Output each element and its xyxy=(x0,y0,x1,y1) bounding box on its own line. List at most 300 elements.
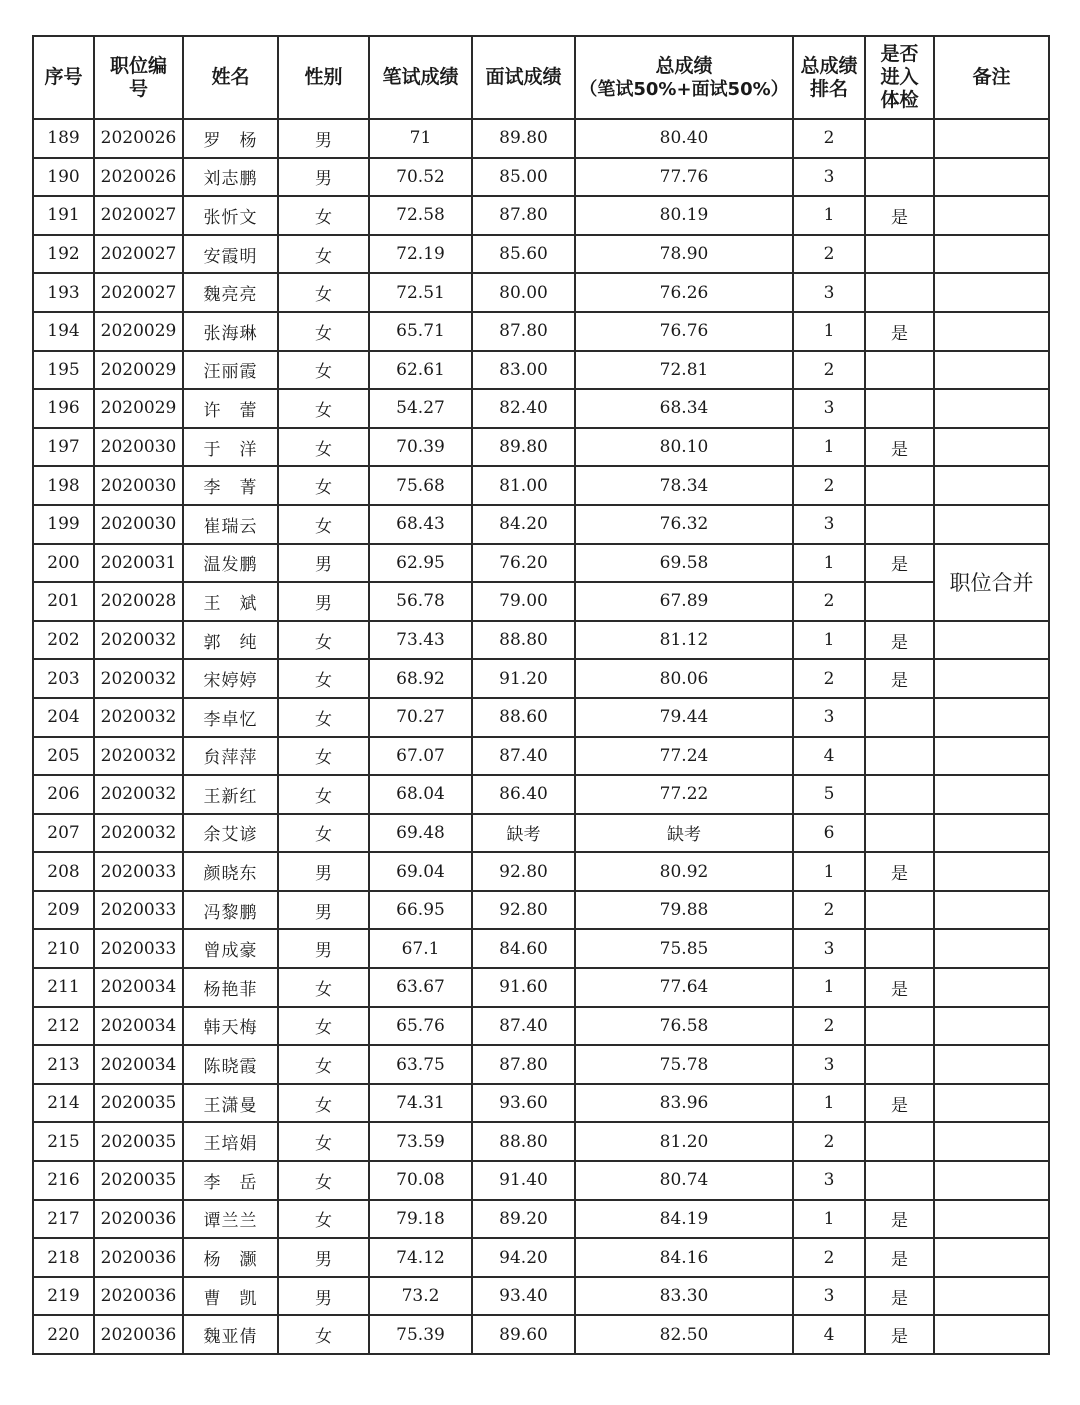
cell-position-code: 2020027 xyxy=(94,273,183,312)
cell-position-code: 2020035 xyxy=(94,1161,183,1200)
cell-seq: 194 xyxy=(33,312,94,351)
cell-remark xyxy=(934,466,1049,505)
table-row xyxy=(33,659,1049,698)
table-row xyxy=(33,891,1049,930)
cell-interview-score: 89.80 xyxy=(472,428,575,467)
cell-written-score: 62.95 xyxy=(369,544,472,583)
table-row xyxy=(33,698,1049,737)
cell-total-score: 83.30 xyxy=(575,1277,793,1316)
cell-interview-score: 89.20 xyxy=(472,1200,575,1239)
cell-position-code: 2020034 xyxy=(94,1007,183,1046)
cell-total-score: 81.12 xyxy=(575,621,793,660)
cell-total-score: 82.50 xyxy=(575,1315,793,1354)
cell-total-score: 76.26 xyxy=(575,273,793,312)
table-row xyxy=(33,1238,1049,1277)
cell-interview-score: 92.80 xyxy=(472,891,575,930)
cell-rank: 1 xyxy=(793,196,865,235)
cell-name: 杨 灏 xyxy=(183,1238,278,1277)
table-row xyxy=(33,852,1049,891)
cell-seq: 213 xyxy=(33,1045,94,1084)
cell-gender: 女 xyxy=(278,505,369,544)
cell-name: 魏亮亮 xyxy=(183,273,278,312)
cell-position-code: 2020027 xyxy=(94,235,183,274)
cell-total-score: 77.64 xyxy=(575,968,793,1007)
cell-seq: 204 xyxy=(33,698,94,737)
cell-physical-exam: 是 xyxy=(865,1238,934,1277)
cell-total-score: 80.06 xyxy=(575,659,793,698)
cell-physical-exam xyxy=(865,158,934,197)
cell-remark xyxy=(934,389,1049,428)
cell-interview-score: 83.00 xyxy=(472,351,575,390)
table-row xyxy=(33,1045,1049,1084)
table-row xyxy=(33,505,1049,544)
cell-gender: 男 xyxy=(278,852,369,891)
cell-seq: 207 xyxy=(33,814,94,853)
cell-total-score: 80.19 xyxy=(575,196,793,235)
cell-physical-exam: 是 xyxy=(865,1277,934,1316)
table-row xyxy=(33,1161,1049,1200)
cell-seq: 191 xyxy=(33,196,94,235)
cell-name: 余艾谚 xyxy=(183,814,278,853)
cell-name: 王新红 xyxy=(183,775,278,814)
cell-written-score: 71 xyxy=(369,119,472,158)
header-seq: 序号 xyxy=(33,36,94,119)
cell-position-code: 2020033 xyxy=(94,929,183,968)
cell-seq: 193 xyxy=(33,273,94,312)
cell-written-score: 65.71 xyxy=(369,312,472,351)
cell-gender: 女 xyxy=(278,814,369,853)
cell-remark xyxy=(934,659,1049,698)
table-row xyxy=(33,1007,1049,1046)
cell-seq: 189 xyxy=(33,119,94,158)
cell-rank: 2 xyxy=(793,659,865,698)
cell-total-score: 75.85 xyxy=(575,929,793,968)
cell-interview-score: 89.60 xyxy=(472,1315,575,1354)
cell-seq: 205 xyxy=(33,737,94,776)
cell-position-code: 2020036 xyxy=(94,1315,183,1354)
cell-gender: 女 xyxy=(278,1084,369,1123)
cell-interview-score: 87.80 xyxy=(472,196,575,235)
cell-position-code: 2020029 xyxy=(94,351,183,390)
cell-remark xyxy=(934,1161,1049,1200)
cell-seq: 218 xyxy=(33,1238,94,1277)
cell-seq: 196 xyxy=(33,389,94,428)
cell-position-code: 2020030 xyxy=(94,428,183,467)
cell-seq: 208 xyxy=(33,852,94,891)
cell-rank: 3 xyxy=(793,389,865,428)
cell-name: 张忻文 xyxy=(183,196,278,235)
cell-gender: 男 xyxy=(278,119,369,158)
table-row xyxy=(33,544,1049,583)
cell-written-score: 65.76 xyxy=(369,1007,472,1046)
cell-remark xyxy=(934,1045,1049,1084)
cell-seq: 192 xyxy=(33,235,94,274)
cell-physical-exam xyxy=(865,1045,934,1084)
cell-name: 许 蕾 xyxy=(183,389,278,428)
cell-gender: 女 xyxy=(278,466,369,505)
header-remark: 备注 xyxy=(934,36,1049,119)
cell-gender: 女 xyxy=(278,1122,369,1161)
table-row xyxy=(33,1277,1049,1316)
cell-name: 曾成豪 xyxy=(183,929,278,968)
cell-interview-score: 84.20 xyxy=(472,505,575,544)
cell-position-code: 2020026 xyxy=(94,119,183,158)
cell-name: 王潇曼 xyxy=(183,1084,278,1123)
table-row xyxy=(33,1122,1049,1161)
cell-rank: 6 xyxy=(793,814,865,853)
cell-physical-exam xyxy=(865,582,934,621)
cell-interview-score: 91.60 xyxy=(472,968,575,1007)
cell-seq: 206 xyxy=(33,775,94,814)
cell-total-score: 72.81 xyxy=(575,351,793,390)
cell-interview-score: 76.20 xyxy=(472,544,575,583)
cell-name: 刘志鹏 xyxy=(183,158,278,197)
header-gender: 性别 xyxy=(278,36,369,119)
cell-physical-exam: 是 xyxy=(865,1084,934,1123)
cell-seq: 201 xyxy=(33,582,94,621)
cell-name: 安霞明 xyxy=(183,235,278,274)
cell-gender: 女 xyxy=(278,428,369,467)
cell-written-score: 62.61 xyxy=(369,351,472,390)
cell-rank: 3 xyxy=(793,1161,865,1200)
cell-gender: 男 xyxy=(278,1238,369,1277)
cell-seq: 215 xyxy=(33,1122,94,1161)
cell-name: 王 斌 xyxy=(183,582,278,621)
cell-physical-exam xyxy=(865,273,934,312)
cell-name: 张海琳 xyxy=(183,312,278,351)
cell-rank: 4 xyxy=(793,1315,865,1354)
cell-seq: 216 xyxy=(33,1161,94,1200)
cell-name: 魏亚倩 xyxy=(183,1315,278,1354)
cell-seq: 197 xyxy=(33,428,94,467)
cell-remark xyxy=(934,1238,1049,1277)
cell-gender: 女 xyxy=(278,312,369,351)
cell-remark xyxy=(934,1122,1049,1161)
cell-interview-score: 缺考 xyxy=(472,814,575,853)
cell-written-score: 70.52 xyxy=(369,158,472,197)
cell-written-score: 70.39 xyxy=(369,428,472,467)
cell-seq: 190 xyxy=(33,158,94,197)
cell-seq: 199 xyxy=(33,505,94,544)
cell-remark xyxy=(934,1277,1049,1316)
cell-rank: 2 xyxy=(793,119,865,158)
cell-seq: 203 xyxy=(33,659,94,698)
cell-physical-exam xyxy=(865,775,934,814)
cell-remark xyxy=(934,852,1049,891)
header-interview-score: 面试成绩 xyxy=(472,36,575,119)
cell-name: 汪丽霞 xyxy=(183,351,278,390)
cell-gender: 女 xyxy=(278,351,369,390)
header-name: 姓名 xyxy=(183,36,278,119)
cell-total-score: 75.78 xyxy=(575,1045,793,1084)
cell-remark xyxy=(934,891,1049,930)
header-written-score: 笔试成绩 xyxy=(369,36,472,119)
cell-interview-score: 87.80 xyxy=(472,312,575,351)
cell-written-score: 79.18 xyxy=(369,1200,472,1239)
cell-remark xyxy=(934,312,1049,351)
score-table xyxy=(32,35,1050,1355)
table-row xyxy=(33,968,1049,1007)
cell-interview-score: 85.00 xyxy=(472,158,575,197)
cell-written-score: 68.04 xyxy=(369,775,472,814)
cell-position-code: 2020032 xyxy=(94,814,183,853)
cell-remark xyxy=(934,505,1049,544)
cell-remark xyxy=(934,119,1049,158)
cell-physical-exam xyxy=(865,466,934,505)
cell-written-score: 72.51 xyxy=(369,273,472,312)
cell-physical-exam xyxy=(865,1122,934,1161)
cell-position-code: 2020027 xyxy=(94,196,183,235)
cell-physical-exam xyxy=(865,814,934,853)
cell-gender: 女 xyxy=(278,235,369,274)
cell-remark xyxy=(934,1007,1049,1046)
cell-physical-exam xyxy=(865,351,934,390)
cell-physical-exam: 是 xyxy=(865,621,934,660)
cell-physical-exam xyxy=(865,698,934,737)
cell-interview-score: 88.80 xyxy=(472,1122,575,1161)
cell-seq: 220 xyxy=(33,1315,94,1354)
cell-position-code: 2020032 xyxy=(94,659,183,698)
cell-position-code: 2020034 xyxy=(94,968,183,1007)
cell-gender: 女 xyxy=(278,737,369,776)
cell-written-score: 54.27 xyxy=(369,389,472,428)
cell-total-score: 84.19 xyxy=(575,1200,793,1239)
cell-total-score: 79.88 xyxy=(575,891,793,930)
cell-position-code: 2020030 xyxy=(94,466,183,505)
cell-position-code: 2020029 xyxy=(94,389,183,428)
cell-remark xyxy=(934,1200,1049,1239)
cell-interview-score: 87.40 xyxy=(472,737,575,776)
cell-physical-exam: 是 xyxy=(865,196,934,235)
cell-total-score: 69.58 xyxy=(575,544,793,583)
table-row xyxy=(33,312,1049,351)
cell-total-score: 83.96 xyxy=(575,1084,793,1123)
cell-written-score: 56.78 xyxy=(369,582,472,621)
cell-interview-score: 92.80 xyxy=(472,852,575,891)
cell-rank: 3 xyxy=(793,273,865,312)
cell-seq: 214 xyxy=(33,1084,94,1123)
cell-position-code: 2020032 xyxy=(94,621,183,660)
cell-name: 郭 纯 xyxy=(183,621,278,660)
cell-interview-score: 87.80 xyxy=(472,1045,575,1084)
cell-written-score: 72.19 xyxy=(369,235,472,274)
table-row xyxy=(33,582,1049,621)
cell-interview-score: 93.40 xyxy=(472,1277,575,1316)
cell-position-code: 2020034 xyxy=(94,1045,183,1084)
cell-written-score: 75.68 xyxy=(369,466,472,505)
cell-position-code: 2020032 xyxy=(94,775,183,814)
cell-name: 于 洋 xyxy=(183,428,278,467)
cell-rank: 3 xyxy=(793,1277,865,1316)
cell-remark xyxy=(934,968,1049,1007)
cell-total-score: 79.44 xyxy=(575,698,793,737)
cell-written-score: 66.95 xyxy=(369,891,472,930)
cell-written-score: 68.92 xyxy=(369,659,472,698)
table-row xyxy=(33,1200,1049,1239)
cell-total-score: 80.74 xyxy=(575,1161,793,1200)
cell-interview-score: 94.20 xyxy=(472,1238,575,1277)
cell-total-score: 80.40 xyxy=(575,119,793,158)
cell-rank: 1 xyxy=(793,1084,865,1123)
cell-gender: 女 xyxy=(278,1045,369,1084)
cell-rank: 3 xyxy=(793,505,865,544)
cell-rank: 3 xyxy=(793,698,865,737)
cell-physical-exam xyxy=(865,891,934,930)
cell-rank: 4 xyxy=(793,737,865,776)
cell-seq: 217 xyxy=(33,1200,94,1239)
header-total-score: 总成绩 （笔试50%+面试50%） xyxy=(575,36,793,119)
cell-written-score: 72.58 xyxy=(369,196,472,235)
cell-interview-score: 91.20 xyxy=(472,659,575,698)
cell-remark xyxy=(934,1315,1049,1354)
cell-seq: 202 xyxy=(33,621,94,660)
table-row xyxy=(33,158,1049,197)
cell-physical-exam: 是 xyxy=(865,312,934,351)
cell-seq: 209 xyxy=(33,891,94,930)
cell-position-code: 2020035 xyxy=(94,1084,183,1123)
cell-written-score: 74.31 xyxy=(369,1084,472,1123)
cell-position-code: 2020032 xyxy=(94,737,183,776)
cell-total-score: 80.10 xyxy=(575,428,793,467)
cell-interview-score: 81.00 xyxy=(472,466,575,505)
cell-rank: 1 xyxy=(793,544,865,583)
cell-interview-score: 80.00 xyxy=(472,273,575,312)
cell-rank: 2 xyxy=(793,351,865,390)
cell-rank: 3 xyxy=(793,929,865,968)
table-row xyxy=(33,235,1049,274)
cell-interview-score: 88.60 xyxy=(472,698,575,737)
table-row xyxy=(33,273,1049,312)
cell-gender: 女 xyxy=(278,1007,369,1046)
cell-remark xyxy=(934,737,1049,776)
cell-written-score: 70.08 xyxy=(369,1161,472,1200)
table-body xyxy=(33,119,1049,1354)
cell-gender: 女 xyxy=(278,389,369,428)
cell-remark xyxy=(934,929,1049,968)
cell-position-code: 2020028 xyxy=(94,582,183,621)
cell-written-score: 69.04 xyxy=(369,852,472,891)
cell-name: 崔瑞云 xyxy=(183,505,278,544)
cell-physical-exam xyxy=(865,505,934,544)
cell-rank: 2 xyxy=(793,1007,865,1046)
cell-remark xyxy=(934,196,1049,235)
cell-interview-score: 82.40 xyxy=(472,389,575,428)
cell-rank: 1 xyxy=(793,852,865,891)
cell-written-score: 67.07 xyxy=(369,737,472,776)
cell-position-code: 2020035 xyxy=(94,1122,183,1161)
cell-gender: 女 xyxy=(278,621,369,660)
cell-position-code: 2020031 xyxy=(94,544,183,583)
cell-seq: 211 xyxy=(33,968,94,1007)
cell-position-code: 2020036 xyxy=(94,1238,183,1277)
cell-position-code: 2020033 xyxy=(94,852,183,891)
cell-seq: 210 xyxy=(33,929,94,968)
header-rank: 总成绩 排名 xyxy=(793,36,865,119)
cell-interview-score: 89.80 xyxy=(472,119,575,158)
cell-total-score: 78.34 xyxy=(575,466,793,505)
table-row xyxy=(33,621,1049,660)
cell-rank: 3 xyxy=(793,1045,865,1084)
cell-rank: 2 xyxy=(793,235,865,274)
cell-remark xyxy=(934,273,1049,312)
header-physical-exam: 是否 进入 体检 xyxy=(865,36,934,119)
cell-position-code: 2020030 xyxy=(94,505,183,544)
cell-name: 韩天梅 xyxy=(183,1007,278,1046)
cell-name: 曹 凯 xyxy=(183,1277,278,1316)
cell-total-score: 缺考 xyxy=(575,814,793,853)
cell-interview-score: 91.40 xyxy=(472,1161,575,1200)
cell-remark xyxy=(934,235,1049,274)
cell-name: 杨艳菲 xyxy=(183,968,278,1007)
cell-remark xyxy=(934,351,1049,390)
cell-seq: 198 xyxy=(33,466,94,505)
cell-gender: 男 xyxy=(278,891,369,930)
cell-gender: 男 xyxy=(278,1277,369,1316)
cell-written-score: 73.59 xyxy=(369,1122,472,1161)
cell-rank: 1 xyxy=(793,621,865,660)
table-row xyxy=(33,737,1049,776)
cell-name: 温发鹏 xyxy=(183,544,278,583)
cell-gender: 男 xyxy=(278,929,369,968)
cell-name: 谭兰兰 xyxy=(183,1200,278,1239)
cell-physical-exam xyxy=(865,235,934,274)
cell-remark xyxy=(934,621,1049,660)
cell-position-code: 2020026 xyxy=(94,158,183,197)
cell-rank: 1 xyxy=(793,428,865,467)
cell-gender: 女 xyxy=(278,698,369,737)
cell-total-score: 81.20 xyxy=(575,1122,793,1161)
cell-position-code: 2020029 xyxy=(94,312,183,351)
table-row xyxy=(33,389,1049,428)
cell-gender: 女 xyxy=(278,273,369,312)
cell-interview-score: 93.60 xyxy=(472,1084,575,1123)
cell-interview-score: 84.60 xyxy=(472,929,575,968)
cell-physical-exam xyxy=(865,389,934,428)
cell-interview-score: 86.40 xyxy=(472,775,575,814)
cell-total-score: 80.92 xyxy=(575,852,793,891)
cell-remark xyxy=(934,428,1049,467)
cell-written-score: 70.27 xyxy=(369,698,472,737)
cell-physical-exam: 是 xyxy=(865,968,934,1007)
cell-position-code: 2020036 xyxy=(94,1200,183,1239)
cell-name: 李 菁 xyxy=(183,466,278,505)
cell-physical-exam xyxy=(865,737,934,776)
cell-gender: 女 xyxy=(278,968,369,1007)
table-row xyxy=(33,466,1049,505)
cell-seq: 212 xyxy=(33,1007,94,1046)
table-row xyxy=(33,1084,1049,1123)
cell-gender: 男 xyxy=(278,544,369,583)
cell-rank: 2 xyxy=(793,466,865,505)
cell-remark xyxy=(934,698,1049,737)
cell-gender: 女 xyxy=(278,659,369,698)
cell-gender: 男 xyxy=(278,158,369,197)
cell-seq: 200 xyxy=(33,544,94,583)
cell-rank: 1 xyxy=(793,1200,865,1239)
header-row xyxy=(33,36,1049,119)
cell-name: 冯黎鹏 xyxy=(183,891,278,930)
cell-remark xyxy=(934,1084,1049,1123)
cell-gender: 女 xyxy=(278,196,369,235)
cell-name: 陈晓霞 xyxy=(183,1045,278,1084)
cell-total-score: 78.90 xyxy=(575,235,793,274)
cell-physical-exam xyxy=(865,929,934,968)
cell-remark xyxy=(934,775,1049,814)
cell-seq: 195 xyxy=(33,351,94,390)
cell-interview-score: 87.40 xyxy=(472,1007,575,1046)
cell-rank: 1 xyxy=(793,312,865,351)
cell-rank: 1 xyxy=(793,968,865,1007)
